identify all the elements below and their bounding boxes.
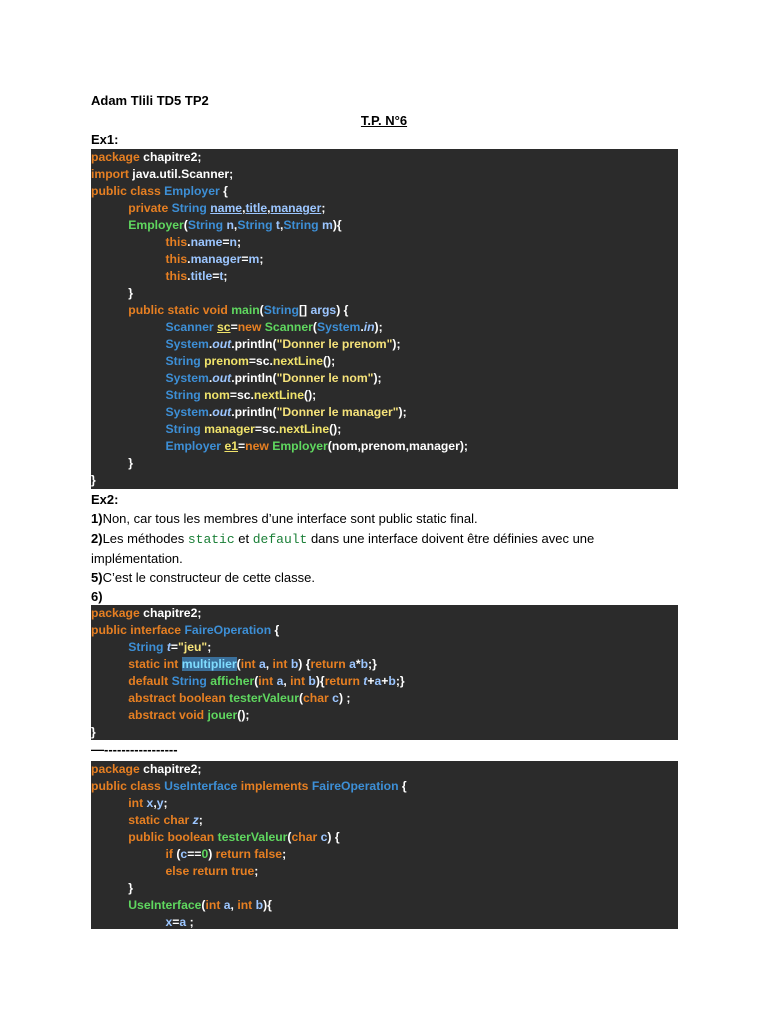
code-line: public static void main(String[] args) { [128,303,349,317]
answer-text: Les méthodes [102,531,188,546]
code-line: String manager=sc.nextLine(); [165,422,342,436]
answer-6 [91,587,681,606]
code-line: } [91,473,96,487]
answer-text: Non, car tous les membres d’une interface sont public static final. [102,511,478,526]
code-line: default String afficher(int a, int b){return t+a+b;} [128,674,405,688]
inline-code-static: static [187,532,235,547]
code-line: abstract void jouer(); [128,708,250,722]
code-line: package chapitre2; [91,762,202,776]
code-line: this.manager=m; [165,252,264,266]
code-line: else return true; [165,864,259,878]
answer-2 [91,529,681,568]
code-line: this.title=t; [165,269,228,283]
code-line: } [91,286,133,300]
answer-text: C’est le constructeur de cette classe. [102,570,315,585]
ex1-heading: Ex1: [91,132,119,147]
answer-text: et [234,531,253,546]
answer-text: dans une interface doivent être définies avec une implémentation. [91,531,595,566]
code-line: x=a ; [165,915,194,929]
code-block-implementation [91,761,678,929]
code-line: System.out.println("Donner le prenom"); [165,337,401,351]
code-line: } [91,456,133,470]
answer-number: 2) [91,531,103,546]
code-line: String prenom=sc.nextLine(); [165,354,336,368]
document-author-line: Adam Tlili TD5 TP2 [91,93,209,108]
answer-5 [91,568,681,587]
code-line: abstract boolean testerValeur(char c) ; [128,691,351,705]
document-title: T.P. N°6 [360,113,408,128]
code-line: Scanner sc=new Scanner(System.in); [165,320,383,334]
code-line: private String name,title,manager; [128,201,326,215]
code-line: public class Employer { [91,184,228,198]
code-block-ex1 [91,149,678,489]
code-line: UseInterface(int a, int b){ [128,898,272,912]
code-line: public interface FaireOperation { [91,623,280,637]
code-line: import java.util.Scanner; [91,167,234,181]
code-line: String t="jeu"; [128,640,212,654]
code-line: if (c==0) return false; [165,847,287,861]
separator-line: —----------------- [91,742,178,757]
code-line: } [91,881,133,895]
code-line: static char z; [128,813,203,827]
code-line: System.out.println("Donner le manager"); [165,405,407,419]
inline-code-default: default [252,532,308,547]
answer-number: 1) [91,511,103,526]
answer-number: 6) [91,589,103,604]
code-line: System.out.println("Donner le nom"); [165,371,382,385]
answer-number: 5) [91,570,103,585]
code-line: package chapitre2; [91,150,202,164]
answer-1 [91,509,681,528]
ex2-heading: Ex2: [91,492,119,507]
code-line: public boolean testerValeur(char c) { [128,830,340,844]
code-line: } [91,725,96,739]
code-line: String nom=sc.nextLine(); [165,388,317,402]
code-line: this.name=n; [165,235,242,249]
code-block-interface [91,605,678,740]
code-line: package chapitre2; [91,606,202,620]
code-line: int x,y; [128,796,168,810]
code-line: static int multiplier(int a, int b) {return a*b;} [128,657,377,671]
code-line: Employer e1=new Employer(nom,prenom,manager); [165,439,468,453]
code-line: Employer(String n,String t,String m){ [128,218,342,232]
code-line: public class UseInterface implements FaireOperation { [91,779,407,793]
